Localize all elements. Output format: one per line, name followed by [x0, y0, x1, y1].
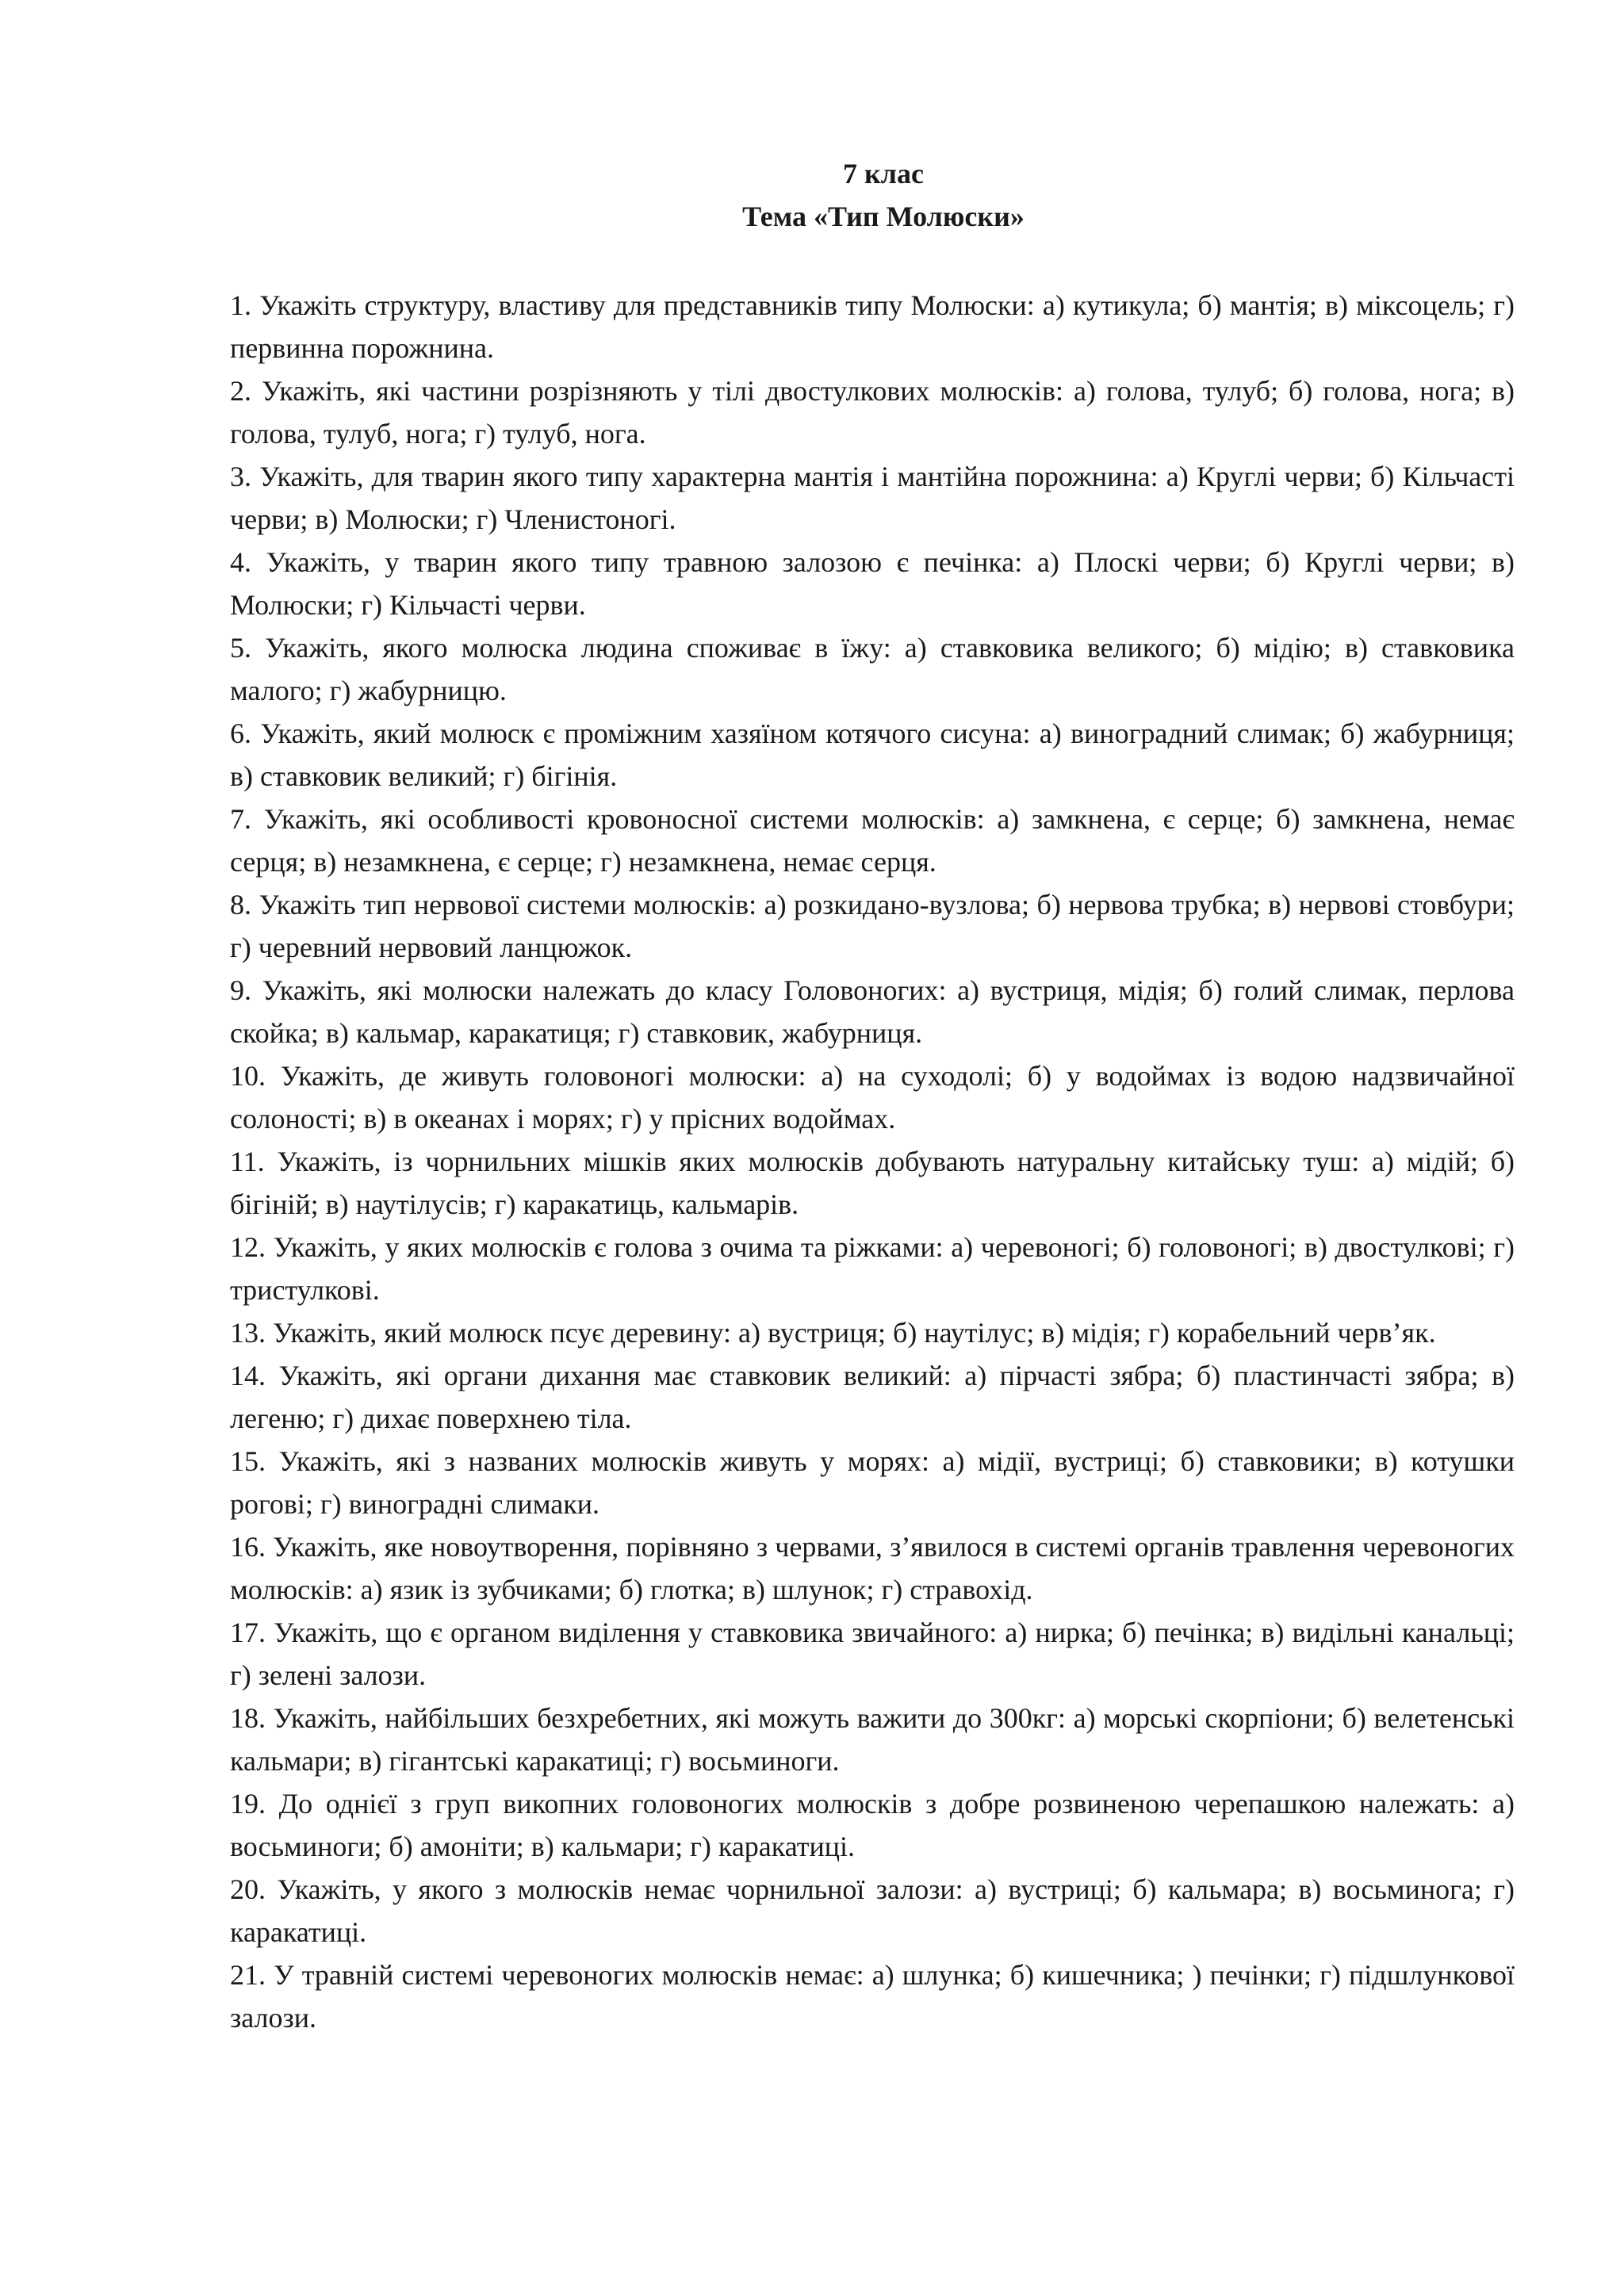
document-header	[252, 152, 1515, 238]
question-item: 16. Укажіть, яке новоутворення, порівняно з червами, з’явилося в системі органів травлення черевоногих молюсків: а) язик із зубчиками; б) глотка; в) шлунок; г) стравохід.	[230, 1531, 1515, 1605]
question-item: 9. Укажіть, які молюски належать до класу Головоногих: а) вустриця, мідія; б) голий слимак, перлова скойка; в) кальмар, каракатиця; г) ставковик, жабурниця.	[230, 974, 1515, 1049]
question-item: 13. Укажіть, який молюск псує деревину: а) вустриця; б) наутілус; в) мідія; г) корабельний черв’як.	[230, 1317, 1436, 1349]
question-item: 12. Укажіть, у яких молюсків є голова з очима та ріжками: а) черевоногі; б) головоногі; в) двостулкові; г) тристулкові.	[230, 1231, 1515, 1306]
question-item: 1. Укажіть структуру, властиву для представників типу Молюски: а) кутикула; б) мантія; в) міксоцель; г) первинна порожнина.	[230, 289, 1515, 364]
question-item: 7. Укажіть, які особливості кровоносної системи молюсків: а) замкнена, є серце; б) замкнена, немає серця; в) незамкнена, є серце; г) незамкнена, немає серця.	[230, 803, 1515, 878]
question-item: 21. У травній системі черевоногих молюсків немає: а) шлунка; б) кишечника; ) печінки; г) підшлункової залози.	[230, 1959, 1515, 2034]
question-item: 6. Укажіть, який молюск є проміжним хазяїном котячого сисуна: а) виноградний слимак; б) жабурниця; в) ставковик великий; г) бігінія.	[230, 718, 1515, 792]
question-item: 14. Укажіть, які органи дихання має ставковик великий: а) пірчасті зябра; б) пластинчасті зябра; в) легеню; г) дихає поверхнею тіла.	[230, 1360, 1515, 1434]
question-item: 15. Укажіть, які з названих молюсків живуть у морях: а) мідії, вустриці; б) ставковики; в) котушки рогові; г) виноградні слимаки.	[230, 1445, 1515, 1520]
question-item: 5. Укажіть, якого молюска людина споживає в їжу: а) ставковика великого; б) мідію; в) ставковика малого; г) жабурницю.	[230, 632, 1515, 706]
question-item: 4. Укажіть, у тварин якого типу травною залозою є печінка: а) Плоскі черви; б) Круглі черви; в) Молюски; г) Кільчасті черви.	[230, 546, 1515, 621]
question-item: 18. Укажіть, найбільших безхребетних, які можуть важити до 300кг: а) морські скорпіони; б) велетенські кальмари; в) гігантські каракатиці; г) восьминоги.	[230, 1702, 1515, 1777]
document-page	[230, 152, 1515, 2039]
grade-title: 7 клас	[843, 158, 924, 189]
question-list	[230, 284, 1515, 2039]
topic-title: Тема «Тип Молюски»	[742, 201, 1025, 232]
question-item: 10. Укажіть, де живуть головоногі молюски: а) на суходолі; б) у водоймах із водою надзвичайної солоності; в) в океанах і морях; г) у прісних водоймах.	[230, 1060, 1515, 1135]
question-item: 20. Укажіть, у якого з молюсків немає чорнильної залози: а) вустриці; б) кальмара; в) восьминога; г) каракатиці.	[230, 1873, 1515, 1948]
question-item: 2. Укажіть, які частини розрізняють у тілі двостулкових молюсків: а) голова, тулуб; б) голова, нога; в) голова, тулуб, нога; г) тулуб, нога.	[230, 375, 1515, 450]
question-item: 11. Укажіть, із чорнильних мішків яких молюсків добувають натуральну китайську туш: а) мідій; б) бігіній; в) наутілусів; г) каракатиць, кальмарів.	[230, 1146, 1515, 1220]
question-item: 19. До однієї з груп викопних головоногих молюсків з добре розвиненою черепашкою належать: а) восьминоги; б) амоніти; в) кальмари; г) каракатиці.	[230, 1788, 1515, 1862]
question-item: 8. Укажіть тип нервової системи молюсків: а) розкидано-вузлова; б) нервова трубка; в) нервові стовбури; г) черевний нервовий ланцюжок.	[230, 889, 1515, 963]
question-item: 3. Укажіть, для тварин якого типу характерна мантія і мантійна порожнина: а) Круглі черви; б) Кільчасті черви; в) Молюски; г) Членистоногі.	[230, 461, 1515, 535]
question-item: 17. Укажіть, що є органом виділення у ставковика звичайного: а) нирка; б) печінка; в) видільні канальці; г) зелені залози.	[230, 1617, 1515, 1691]
